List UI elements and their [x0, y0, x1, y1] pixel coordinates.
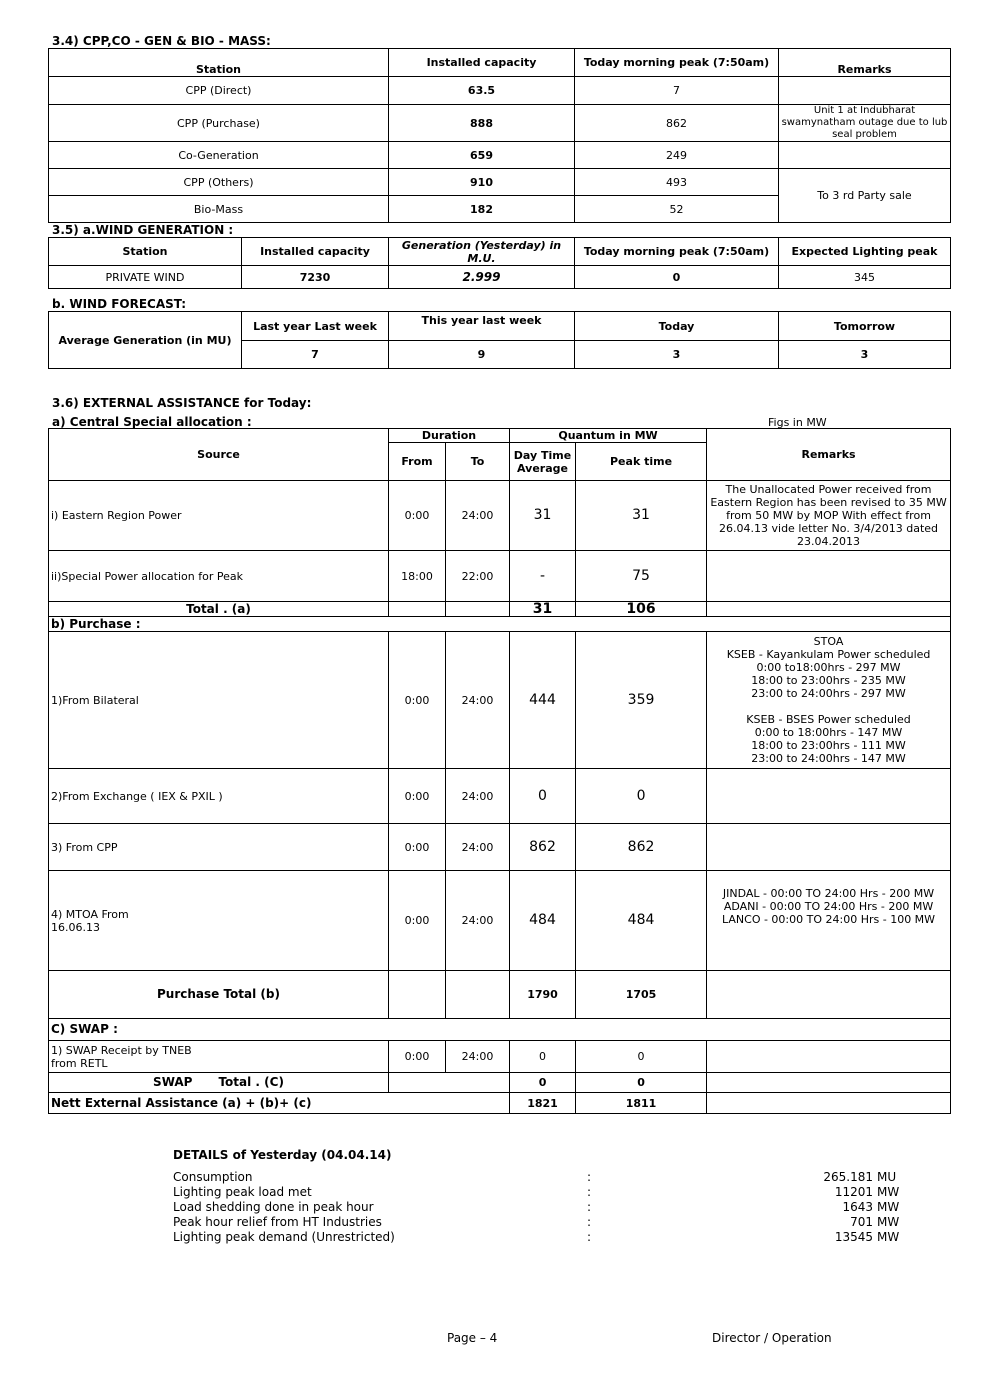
to-cell: 24:00: [446, 824, 510, 871]
header-installed-capacity: Installed capacity: [242, 238, 389, 266]
total-a-day: 31: [510, 602, 576, 617]
from-cell: 0:00: [389, 871, 446, 971]
source-cell: 1) SWAP Receipt by TNEB from RETL: [49, 1041, 389, 1073]
day-cell: 862: [510, 824, 576, 871]
from-cell: 0:00: [389, 769, 446, 824]
value-cell: 3: [575, 341, 779, 369]
peak-cell: 0: [576, 769, 707, 824]
header-remarks: Remarks: [707, 429, 951, 481]
table-row: [49, 77, 951, 105]
header-quantum: Quantum in MW: [510, 429, 707, 443]
nett-peak: 1811: [576, 1093, 707, 1114]
peak-cell: 862: [575, 105, 779, 142]
peak-cell: 75: [576, 551, 707, 602]
detail-row: [173, 1200, 905, 1215]
peak-cell: 249: [575, 142, 779, 169]
remarks-cell: [779, 77, 951, 105]
detail-value: 265.181: [823, 1170, 873, 1184]
remarks-cell: Unit 1 at Indubharat swamynatham outage due to lub seal problem: [779, 105, 951, 142]
header-remarks: Remarks: [779, 49, 951, 77]
details-heading: DETAILS of Yesterday (04.04.14): [173, 1148, 392, 1162]
detail-sep: :: [587, 1200, 592, 1214]
detail-sep: :: [587, 1170, 592, 1184]
capacity-cell: 63.5: [389, 77, 575, 105]
to-cell: 24:00: [446, 1041, 510, 1073]
source-cell: 2)From Exchange ( IEX & PXIL ): [49, 769, 389, 824]
detail-label: Consumption: [173, 1170, 253, 1184]
remarks-cell: [779, 142, 951, 169]
signature-label: Director / Operation: [712, 1331, 832, 1345]
merged-remarks-cell: To 3 rd Party sale: [779, 169, 951, 223]
total-c-label: [49, 1073, 389, 1093]
table-row: [49, 551, 951, 602]
section-3-4-heading: 3.4) CPP,CO - GEN & BIO - MASS:: [52, 34, 271, 48]
source-cell: ii)Special Power allocation for Peak: [49, 551, 389, 602]
value-cell: 3: [779, 341, 951, 369]
detail-label: Peak hour relief from HT Industries: [173, 1215, 382, 1229]
total-a-peak: 106: [576, 602, 707, 617]
station-cell: Co-Generation: [49, 142, 389, 169]
figs-in-mw-note: Figs in MW: [768, 416, 827, 429]
peak-cell: 493: [575, 169, 779, 196]
detail-row: [173, 1185, 905, 1200]
peak-cell: 359: [576, 632, 707, 769]
table-row: [49, 481, 951, 551]
table-row: [49, 871, 951, 971]
table-row: [49, 266, 951, 289]
total-b-day: 1790: [510, 971, 576, 1019]
source-cell: 3) From CPP: [49, 824, 389, 871]
detail-row: [173, 1215, 905, 1230]
table-row: [49, 169, 951, 196]
day-cell: 0: [510, 1041, 576, 1073]
detail-label: Load shedding done in peak hour: [173, 1200, 374, 1214]
details-table: [173, 1170, 905, 1245]
header-morning-peak: Today morning peak (7:50am): [575, 49, 779, 77]
station-cell: Bio-Mass: [49, 196, 389, 223]
to-cell: 22:00: [446, 551, 510, 602]
day-cell: -: [510, 551, 576, 602]
total-c-peak: 0: [576, 1073, 707, 1093]
purchase-heading: b) Purchase :: [49, 617, 951, 632]
header-last-year: Last year Last week: [242, 312, 389, 341]
header-from: From: [389, 443, 446, 481]
header-station: Station: [49, 238, 242, 266]
to-cell: 24:00: [446, 481, 510, 551]
generation-cell: 2.999: [389, 266, 575, 289]
day-cell: 31: [510, 481, 576, 551]
table-row: [49, 632, 951, 769]
station-cell: CPP (Others): [49, 169, 389, 196]
header-day-time-average: Day Time Average: [510, 443, 576, 481]
cpp-table: [48, 48, 951, 223]
table-row: [49, 105, 951, 142]
section-3-5-heading: 3.5) a.WIND GENERATION :: [52, 223, 234, 237]
peak-cell: 52: [575, 196, 779, 223]
header-source: Source: [49, 429, 389, 481]
detail-sep: :: [587, 1215, 592, 1229]
station-cell: CPP (Direct): [49, 77, 389, 105]
source-cell: i) Eastern Region Power: [49, 481, 389, 551]
expected-cell: 345: [779, 266, 951, 289]
source-cell: 4) MTOA From 16.06.13: [49, 871, 389, 971]
detail-unit: MW: [877, 1215, 900, 1229]
table-row: [49, 824, 951, 871]
table-row: [49, 142, 951, 169]
section-3-6-heading: 3.6) EXTERNAL ASSISTANCE for Today:: [52, 396, 312, 410]
swap-heading: C) SWAP :: [49, 1019, 951, 1041]
value-cell: 9: [389, 341, 575, 369]
from-cell: 0:00: [389, 824, 446, 871]
total-c-day: 0: [510, 1073, 576, 1093]
to-cell: 24:00: [446, 632, 510, 769]
header-generation-yesterday: Generation (Yesterday) in M.U.: [389, 238, 575, 266]
capacity-cell: 659: [389, 142, 575, 169]
remarks-cell: The Unallocated Power received from Eastern Region has been revised to 35 MW from 50 MW by MOP With effect from 26.04.13 vide letter No. 3/4/2013 dated 23.04.2013: [707, 481, 951, 551]
header-to: To: [446, 443, 510, 481]
detail-row: [173, 1230, 905, 1245]
capacity-cell: 888: [389, 105, 575, 142]
page-number: Page – 4: [447, 1331, 498, 1345]
total-b-label: Purchase Total (b): [49, 971, 389, 1019]
total-b-peak: 1705: [576, 971, 707, 1019]
to-cell: 24:00: [446, 769, 510, 824]
from-cell: 0:00: [389, 1041, 446, 1073]
total-a-row: [49, 602, 951, 617]
detail-label: Lighting peak load met: [173, 1185, 312, 1199]
detail-unit: MW: [877, 1185, 900, 1199]
peak-cell: 0: [576, 1041, 707, 1073]
wind-forecast-heading: b. WIND FORECAST:: [52, 297, 187, 311]
peak-cell: 7: [575, 77, 779, 105]
average-generation-label: Average Generation (in MU): [49, 312, 242, 369]
detail-value: 701: [850, 1215, 873, 1229]
header-this-year: This year last week: [389, 312, 575, 341]
capacity-cell: 182: [389, 196, 575, 223]
table-row: [49, 769, 951, 824]
detail-sep: :: [587, 1230, 592, 1244]
detail-label: Lighting peak demand (Unrestricted): [173, 1230, 395, 1244]
detail-unit: MW: [877, 1200, 900, 1214]
total-c-text: Total . (C): [218, 1075, 284, 1089]
nett-day: 1821: [510, 1093, 576, 1114]
peak-cell: 0: [575, 266, 779, 289]
detail-row: [173, 1170, 905, 1185]
peak-cell: 484: [576, 871, 707, 971]
total-b-row: [49, 971, 951, 1019]
header-installed-capacity: Installed capacity: [389, 49, 575, 77]
header-morning-peak: Today morning peak (7:50am): [575, 238, 779, 266]
day-cell: 484: [510, 871, 576, 971]
wind-forecast-table: [48, 311, 951, 369]
remarks-cell: [707, 551, 951, 602]
day-cell: 444: [510, 632, 576, 769]
table-row: [49, 1041, 951, 1073]
remarks-cell: JINDAL - 00:00 TO 24:00 Hrs - 200 MW ADANI - 00:00 TO 24:00 Hrs - 200 MW LANCO - 00:00 TO 24:00 Hrs - 100 MW: [707, 871, 951, 971]
value-cell: 7: [242, 341, 389, 369]
to-cell: 24:00: [446, 871, 510, 971]
from-cell: 18:00: [389, 551, 446, 602]
total-a-label: Total . (a): [49, 602, 389, 617]
station-cell: PRIVATE WIND: [49, 266, 242, 289]
wind-generation-table: [48, 237, 951, 289]
header-today: Today: [575, 312, 779, 341]
capacity-cell: 7230: [242, 266, 389, 289]
from-cell: 0:00: [389, 481, 446, 551]
detail-value: 13545: [834, 1230, 873, 1244]
capacity-cell: 910: [389, 169, 575, 196]
peak-cell: 862: [576, 824, 707, 871]
detail-unit: MU: [877, 1170, 897, 1184]
source-cell: 1)From Bilateral: [49, 632, 389, 769]
station-cell: CPP (Purchase): [49, 105, 389, 142]
header-tomorrow: Tomorrow: [779, 312, 951, 341]
nett-label: Nett External Assistance (a) + (b)+ (c): [49, 1093, 510, 1114]
external-assistance-table: [48, 428, 951, 1114]
header-station: Station: [49, 49, 389, 77]
remarks-cell: STOA KSEB - Kayankulam Power scheduled 0:00 to18:00hrs - 297 MW 18:00 to 23:00hrs - 235 MW 23:00 to 24:00hrs - 297 MW KSEB - BSES Power scheduled 0:00 to 18:00hrs - 147 MW 18:00 to 23:00hrs - 111 MW 23:00 to 24:00hrs - 147 MW: [707, 632, 951, 769]
total-c-row: [49, 1073, 951, 1093]
detail-unit: MW: [877, 1230, 900, 1244]
detail-value: 11201: [834, 1185, 873, 1199]
peak-cell: 31: [576, 481, 707, 551]
nett-row: [49, 1093, 951, 1114]
remarks-cell: [707, 769, 951, 824]
header-peak-time: Peak time: [576, 443, 707, 481]
from-cell: 0:00: [389, 632, 446, 769]
swap-label: SWAP: [153, 1075, 193, 1089]
central-allocation-heading: a) Central Special allocation :: [52, 415, 252, 429]
header-expected-lighting-peak: Expected Lighting peak: [779, 238, 951, 266]
detail-value: 1643: [842, 1200, 873, 1214]
detail-sep: :: [587, 1185, 592, 1199]
header-duration: Duration: [389, 429, 510, 443]
day-cell: 0: [510, 769, 576, 824]
remarks-cell: [707, 824, 951, 871]
